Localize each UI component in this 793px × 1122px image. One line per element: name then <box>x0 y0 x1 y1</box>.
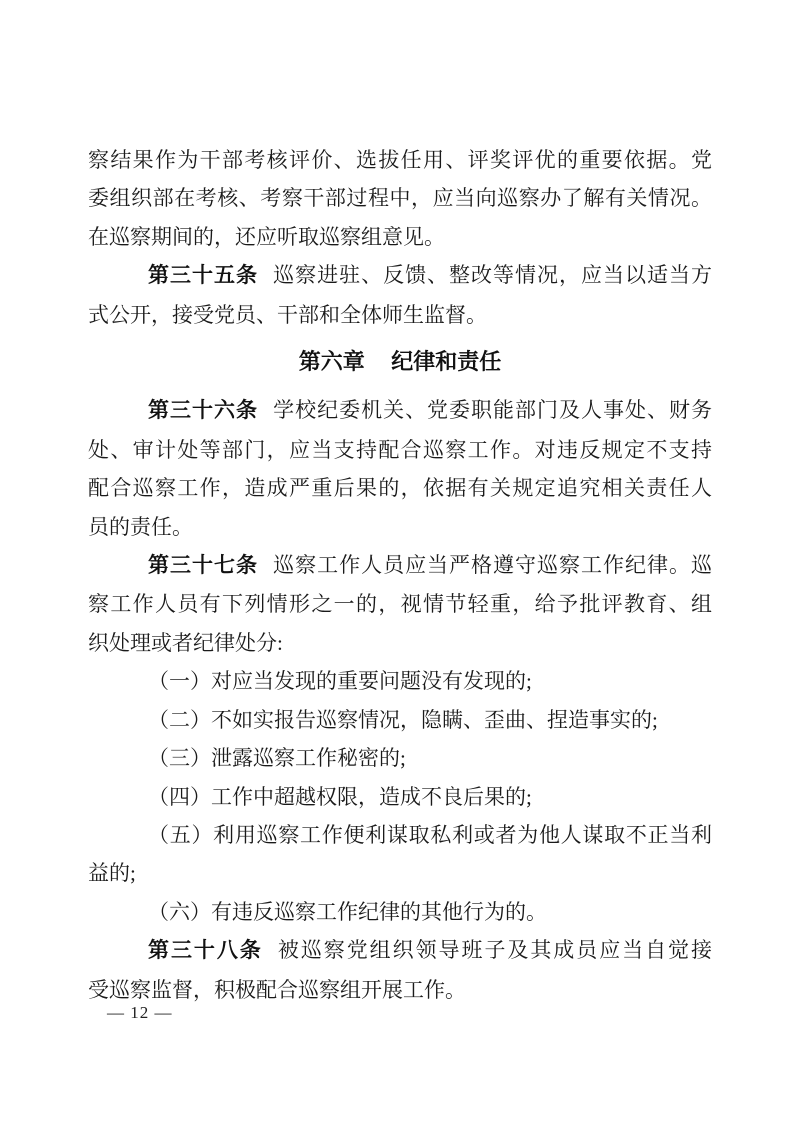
body-line: 察工作人员有下列情形之一的，视情节轻重，给予批评教育、组 <box>88 592 712 617</box>
article-text: 被巡察党组织领导班子及其成员应当自觉接 <box>277 938 713 963</box>
list-item: （四）工作中超越权限，造成不良后果的; <box>148 784 532 809</box>
article-text: 巡察工作人员应当严格遵守巡察工作纪律。巡 <box>273 553 713 578</box>
article-number: 第三十七条 <box>148 554 258 578</box>
body-line: 察结果作为干部考核评价、选拔任用、评奖评优的重要依据。党 <box>88 148 712 172</box>
article-number: 第三十六条 <box>148 399 258 423</box>
list-item: （五）利用巡察工作便利谋取私利或者为他人谋取不正当利 <box>148 822 712 847</box>
body-line: 织处理或者纪律处分: <box>88 630 283 655</box>
chapter-title: 纪律和责任 <box>391 349 502 375</box>
article-number: 第三十八条 <box>148 939 263 963</box>
page-number: — 12 — <box>107 1003 173 1022</box>
chapter-number: 第六章 <box>298 349 365 375</box>
article-line <box>88 391 712 430</box>
chapter-heading <box>88 343 712 381</box>
body-line: 受巡察监督，积极配合巡察组开展工作。 <box>88 977 466 1002</box>
article-line <box>88 256 712 295</box>
list-item: （六）有违反巡察工作纪律的其他行为的。 <box>148 899 547 924</box>
body-line: 员的责任。 <box>88 514 193 539</box>
list-item-continuation: 益的; <box>88 861 136 886</box>
body-line: 处、审计处等部门，应当支持配合巡察工作。对违反规定不支持 <box>88 437 712 462</box>
body-line: 式公开，接受党员、干部和全体师生监督。 <box>88 302 487 327</box>
list-item: （二）不如实报告巡察情况，隐瞒、歪曲、捏造事实的; <box>148 707 658 732</box>
body-line: 配合巡察工作，造成严重后果的，依据有关规定追究相关责任人 <box>88 476 712 501</box>
article-line <box>88 546 712 585</box>
list-item: （三）泄露巡察工作秘密的; <box>148 746 406 771</box>
body-line: 在巡察期间的，还应听取巡察组意见。 <box>88 224 445 249</box>
article-text: 学校纪委机关、党委职能部门及人事处、财务 <box>273 398 713 423</box>
document-body <box>88 141 712 1009</box>
article-line <box>88 931 712 970</box>
article-text: 巡察进驻、反馈、整改等情况，应当以适当方 <box>273 263 713 288</box>
body-line: 委组织部在考核、考察干部过程中，应当向巡察办了解有关情况。 <box>88 186 712 211</box>
article-number: 第三十五条 <box>148 264 258 288</box>
list-item: （一）对应当发现的重要问题没有发现的; <box>148 669 532 694</box>
